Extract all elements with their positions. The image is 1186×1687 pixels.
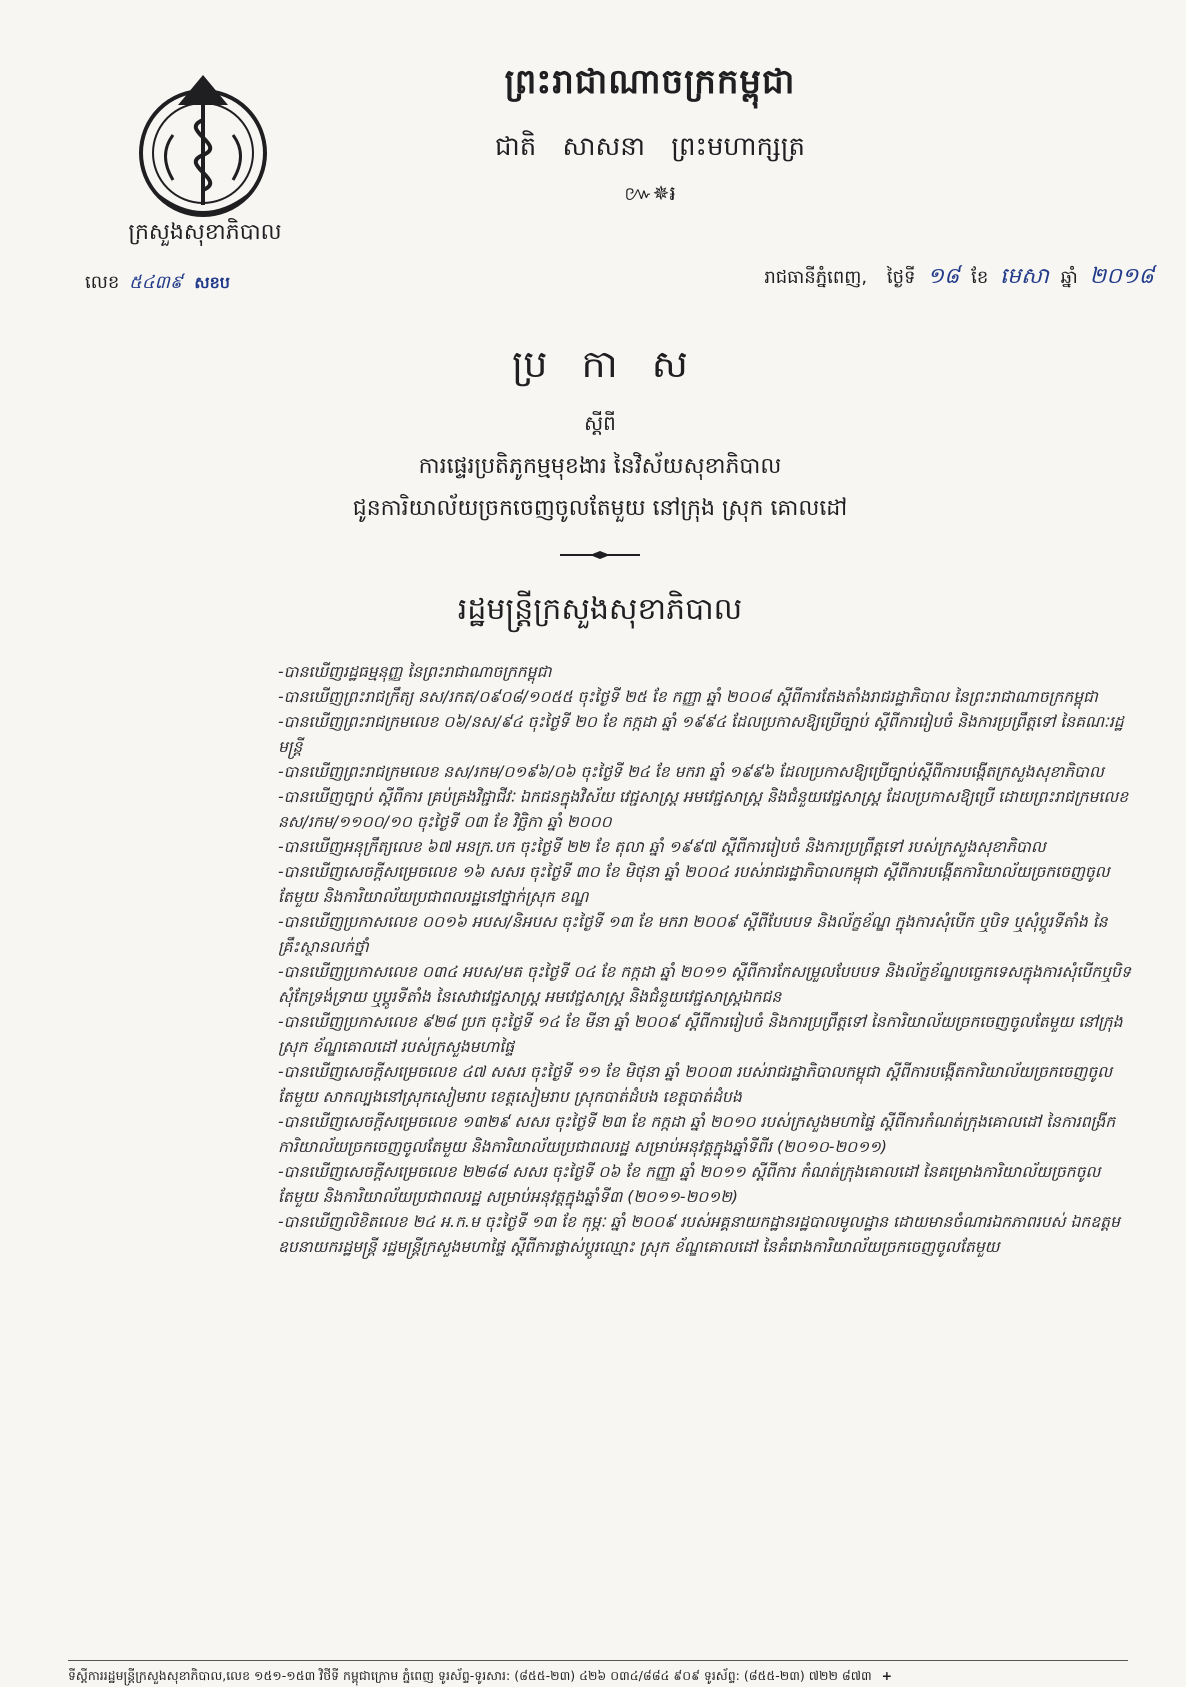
about-label: ស្តីពី: [584, 411, 616, 435]
national-motto: ជាតិ សាសនា ព្រះមហាក្សត្រ: [495, 132, 805, 162]
day-label: ថ្ងៃទី: [886, 267, 916, 288]
citation-item: -បានឃើញព្រះរាជក្រមលេខ នស/រកម/០១៩៦/០៦ ចុះថ្ងៃទី ២៤ ខែ មករា ឆ្នាំ ១៩៩៦ ដែលប្រកាសឱ្យប្រើច្បាប់ស្តីពីការបង្កើតក្រសួងសុខាភិបាល: [278, 763, 1104, 781]
month-label: ខែ: [971, 267, 989, 288]
place-date-line: [560, 262, 1160, 294]
citation-item: -បានឃើញសេចក្តីសម្រេចលេខ ១៣២៩ សសរ ចុះថ្ងៃទី ២៣ ខែ កក្កដា ឆ្នាំ ២០១០ របស់ក្រសួងមហាផ្ទៃ ស្តីពីការកំណត់ក្រុងគោលដៅ នៃការពង្រីកការិយាល័យច្រកចេញចូលតែមួយ និងការិយាល័យប្រជាពលរដ្ឋ សម្រាប់អនុវត្តក្នុងឆ្នាំទីពីរ (២០១០-២០១១): [278, 1113, 1116, 1156]
section-divider: [560, 550, 640, 560]
citation-item: -បានឃើញរដ្ឋធម្មនុញ្ញ នៃព្រះរាជាណាចក្រកម្ពុជា: [278, 663, 552, 681]
citation-item: -បានឃើញអនុក្រឹត្យលេខ ៦៧ អនក្រ.បក ចុះថ្ងៃទី ២២ ខែ តុលា ឆ្នាំ ១៩៩៧ ស្តីពីការរៀបចំ និងការប្រព្រឹត្តទៅ របស់ក្រសួងសុខាភិបាល: [278, 838, 1046, 856]
letter-number: [85, 270, 325, 297]
footer-rule: [68, 1660, 1128, 1661]
citation-item: -បានឃើញលិខិតលេខ ២៤ អ.ក.ម ចុះថ្ងៃទី ១៣ ខែ កុម្ភៈ ឆ្នាំ ២០០៩ របស់អគ្គនាយកដ្ឋានរដ្ឋបាលមូលដ្ឋាន ដោយមានចំណារឯកភាពរបស់ ឯកឧត្តមឧបនាយករដ្ឋមន្ត្រី រដ្ឋមន្ត្រីក្រសួងមហាផ្ទៃ ស្តីពីការផ្លាស់ប្តូរឈ្មោះ ស្រុក ខ័ណ្ឌគោលដៅ នៃគំរោងការិយាល័យច្រកចេញចូលតែមួយ: [278, 1213, 1120, 1256]
letter-number-label: លេខ: [85, 272, 120, 293]
subject-line-2: ជូនការិយាល័យច្រកចេញចូលតែមួយ នៅក្រុង ស្រុក គោលដៅ: [352, 496, 848, 521]
ministry-name: ក្រសួងសុខាភិបាល: [128, 220, 282, 245]
citation-item: -បានឃើញប្រកាសលេខ ០៣៤ អបស/មត ចុះថ្ងៃទី ០៤ ខែ កក្កដា ឆ្នាំ ២០១១ ស្តីពីការកែសម្រួលបែបបទ និងល័ក្ខខ័ណ្ឌបច្ចេកទេសក្នុងការសុំបើកឬបិទ សុំកែទ្រង់ទ្រាយ ឬប្តូរទីតាំង នៃសេវាវេជ្ជសាស្ត្រ អមវេជ្ជសាស្ត្រ និងជំនួយវេជ្ជសាស្ត្រឯកជន: [278, 963, 1131, 1006]
citation-item: -បានឃើញច្បាប់ ស្តីពីការ គ្រប់គ្រងវិជ្ជាជីវៈ ឯកជនក្នុងវិស័យ វេជ្ជសាស្ត្រ អមវេជ្ជសាស្ត្រ និងជំនួយវេជ្ជសាស្ត្រ ដែលប្រកាសឱ្យប្រើ ដោយព្រះរាជក្រមលេខ នស/រកម/១១០០/១០ ចុះថ្ងៃទី ០៣ ខែ វិច្ឆិកា ឆ្នាំ ២០០០: [278, 788, 1129, 831]
year-value: ២០១៨: [1089, 264, 1154, 289]
issuer-title: រដ្ឋមន្ត្រីក្រសួងសុខាភិបាល: [457, 592, 743, 627]
kingdom-heading: ព្រះរាជាណាចក្រកម្ពុជា: [504, 62, 796, 102]
citation-item: -បានឃើញព្រះរាជក្រមលេខ ០៦/នស/៩៤ ចុះថ្ងៃទី ២០ ខែ កក្កដា ឆ្នាំ ១៩៩៤ ដែលប្រកាសឱ្យប្រើច្បាប់ ស្តីពីការរៀបចំ និងការប្រព្រឹត្តទៅ នៃគណៈរដ្ឋមន្ត្រី: [278, 713, 1124, 756]
citation-item: -បានឃើញសេចក្តីសម្រេចលេខ ៤៧ សសរ ចុះថ្ងៃទី ១១ ខែ មិថុនា ឆ្នាំ ២០០៣ របស់រាជរដ្ឋាភិបាលកម្ពុជា ស្តីពីការបង្កើតការិយាល័យច្រកចេញចូលតែមួយ សាកល្បងនៅស្រុកសៀមរាប ខេត្តសៀមរាប ស្រុកបាត់ដំបង ខេត្តបាត់ដំបង: [278, 1063, 1113, 1106]
citation-item: -បានឃើញប្រកាសលេខ ០០១៦ អបស/និអបស ចុះថ្ងៃទី ១៣ ខែ មករា ២០០៩ ស្តីពីបែបបទ និងល័ក្ខខ័ណ្ឌ ក្នុងការសុំបើក ឬបិទ ឬសុំប្តូរទីតាំង នៃគ្រឹះស្ថានលក់ថ្នាំ: [278, 913, 1108, 956]
citation-item: -បានឃើញសេចក្តីសម្រេចលេខ ២២៨៨ សសរ ចុះថ្ងៃទី ០៦ ខែ កញ្ញា ឆ្នាំ ២០១១ ស្តីពីការ កំណត់ក្រុងគោលដៅ នៃគម្រោងការិយាល័យច្រកចូលតែមួយ និងការិយាល័យប្រជាពលរដ្ឋ សម្រាប់អនុវត្តក្នុងឆ្នាំទី៣ (២០១១-២០១២): [278, 1163, 1101, 1206]
month-value: មេសា: [1000, 264, 1049, 289]
letter-number-suffix: សខប: [194, 273, 230, 292]
footer-address: [68, 1668, 1148, 1687]
ornament-divider: ៚✵៛: [624, 181, 676, 205]
place: រាជធានីភ្នំពេញ,: [764, 267, 868, 288]
year-label: ឆ្នាំ: [1060, 267, 1078, 288]
ministry-logo-seal: [118, 65, 288, 235]
citations-list: [278, 660, 1138, 1260]
citation-item: -បានឃើញព្រះរាជក្រឹត្យ នស/រកត/០៩០៨/១០៥៥ ចុះថ្ងៃទី ២៥ ខែ កញ្ញា ឆ្នាំ ២០០៨ ស្តីពីការតែងតាំងរាជរដ្ឋាភិបាល នៃព្រះរាជាណាចក្រកម្ពុជា: [278, 688, 1098, 706]
document-title: ប្រ កា ស: [512, 342, 688, 386]
letter-number-value: ៥៤៣៩: [129, 272, 183, 293]
footer-text: ទីស្តីការរដ្ឋមន្ត្រីក្រសួងសុខាភិបាល,លេខ ១៥១-១៥៣ វិថីទី កម្ពុជាក្រោម ភ្នំពេញ ទូរស័ព្ទ-ទូរសារ: (៨៥៥-២៣) ៤២៦ ០៣៤/៨៨៤ ៩០៩ ទូរស័ព្ទ: (៨៥៥-២៣) ៧២២ ៨៧៣: [68, 1668, 872, 1683]
day-value: ១៨: [927, 264, 960, 289]
citation-item: -បានឃើញសេចក្តីសម្រេចលេខ ១៦ សសរ ចុះថ្ងៃទី ៣០ ខែ មិថុនា ឆ្នាំ ២០០៤ របស់រាជរដ្ឋាភិបាលកម្ពុជា ស្តីពីការបង្កើតការិយាល័យច្រកចេញចូលតែមួយ និងការិយាល័យប្រជាពលរដ្ឋនៅថ្នាក់ស្រុក ខណ្ឌ: [278, 863, 1110, 906]
citation-item: -បានឃើញប្រកាសលេខ ៩២៨ ប្រក ចុះថ្ងៃទី ១៤ ខែ មីនា ឆ្នាំ ២០០៩ ស្តីពីការរៀបចំ និងការប្រព្រឹត្តទៅ នៃការិយាល័យច្រកចេញចូលតែមួយ នៅក្រុង ស្រុក ខ័ណ្ឌគោលដៅ របស់ក្រសួងមហាផ្ទៃ: [278, 1013, 1123, 1056]
subject-line-1: ការផ្ទេរប្រតិភូកម្មមុខងារ នៃវិស័យសុខាភិបាល: [418, 454, 782, 479]
footer-mark: +: [881, 1668, 893, 1683]
